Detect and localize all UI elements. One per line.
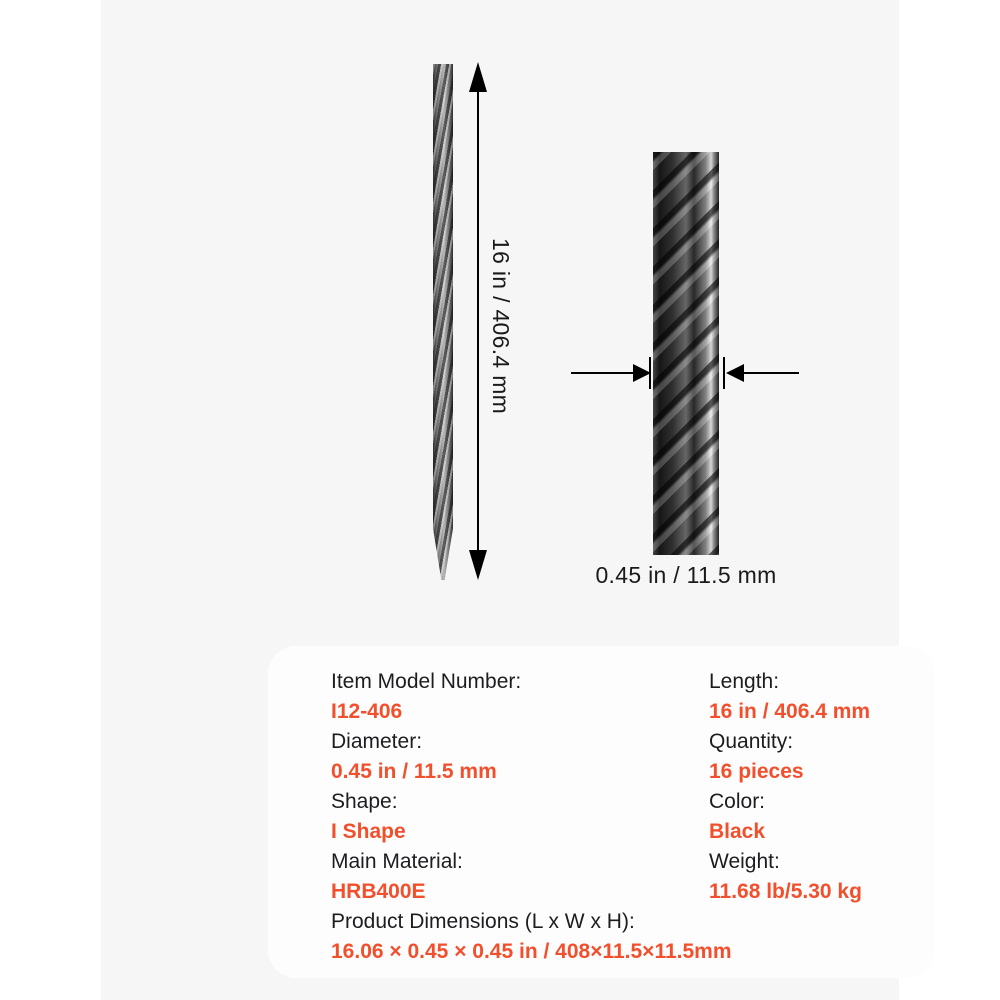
- spec-label: Main Material:: [331, 850, 463, 873]
- spec-value: 16 pieces: [709, 760, 804, 783]
- spec-item-model-number: [331, 667, 709, 727]
- spec-label: Weight:: [709, 850, 780, 873]
- spec-value: 0.45 in / 11.5 mm: [331, 760, 497, 783]
- spec-value: Black: [709, 820, 766, 843]
- spec-item-diameter: [331, 727, 709, 787]
- rebar-closeup-view: [653, 152, 719, 555]
- spec-value: I12-406: [331, 700, 403, 723]
- length-dimension-label: 16 in / 406.4 mm: [488, 238, 514, 415]
- spec-value: 11.68 lb/5.30 kg: [709, 880, 862, 903]
- spec-card: [268, 646, 934, 978]
- spec-item-weight: [709, 847, 934, 907]
- spec-label: Diameter:: [331, 730, 423, 753]
- spec-value: HRB400E: [331, 880, 426, 903]
- diameter-tick-right: [723, 357, 725, 389]
- spec-item-length: [709, 667, 934, 727]
- spec-value: 16.06 × 0.45 × 0.45 in / 408×11.5×11.5mm: [331, 940, 732, 963]
- spec-label: Shape:: [331, 790, 398, 813]
- diameter-arrow-right-line: [743, 372, 799, 374]
- arrow-up-icon: [469, 62, 487, 92]
- product-image-area: [101, 0, 899, 1000]
- spec-label: Product Dimensions (L x W x H):: [331, 910, 635, 933]
- rebar-stake-side-view: [433, 64, 453, 580]
- spec-value: I Shape: [331, 820, 406, 843]
- spec-label: Item Model Number:: [331, 670, 522, 693]
- spec-item-shape: [331, 787, 709, 847]
- diameter-dimension-label: 0.45 in / 11.5 mm: [595, 562, 777, 588]
- spec-item-quantity: [709, 727, 934, 787]
- spec-item-product-dimensions: [331, 907, 934, 967]
- arrow-left-icon: [726, 364, 744, 382]
- spec-value: 16 in / 406.4 mm: [709, 700, 871, 723]
- length-dimension-arrow: [477, 78, 479, 566]
- arrow-right-icon: [633, 364, 651, 382]
- spec-label: Color:: [709, 790, 766, 813]
- spec-label: Quantity:: [709, 730, 794, 753]
- spec-grid: [331, 667, 934, 967]
- spec-label: Length:: [709, 670, 780, 693]
- spec-item-color: [709, 787, 934, 847]
- spec-item-material: [331, 847, 709, 907]
- arrow-down-icon: [469, 550, 487, 580]
- diameter-arrow-left-line: [571, 372, 635, 374]
